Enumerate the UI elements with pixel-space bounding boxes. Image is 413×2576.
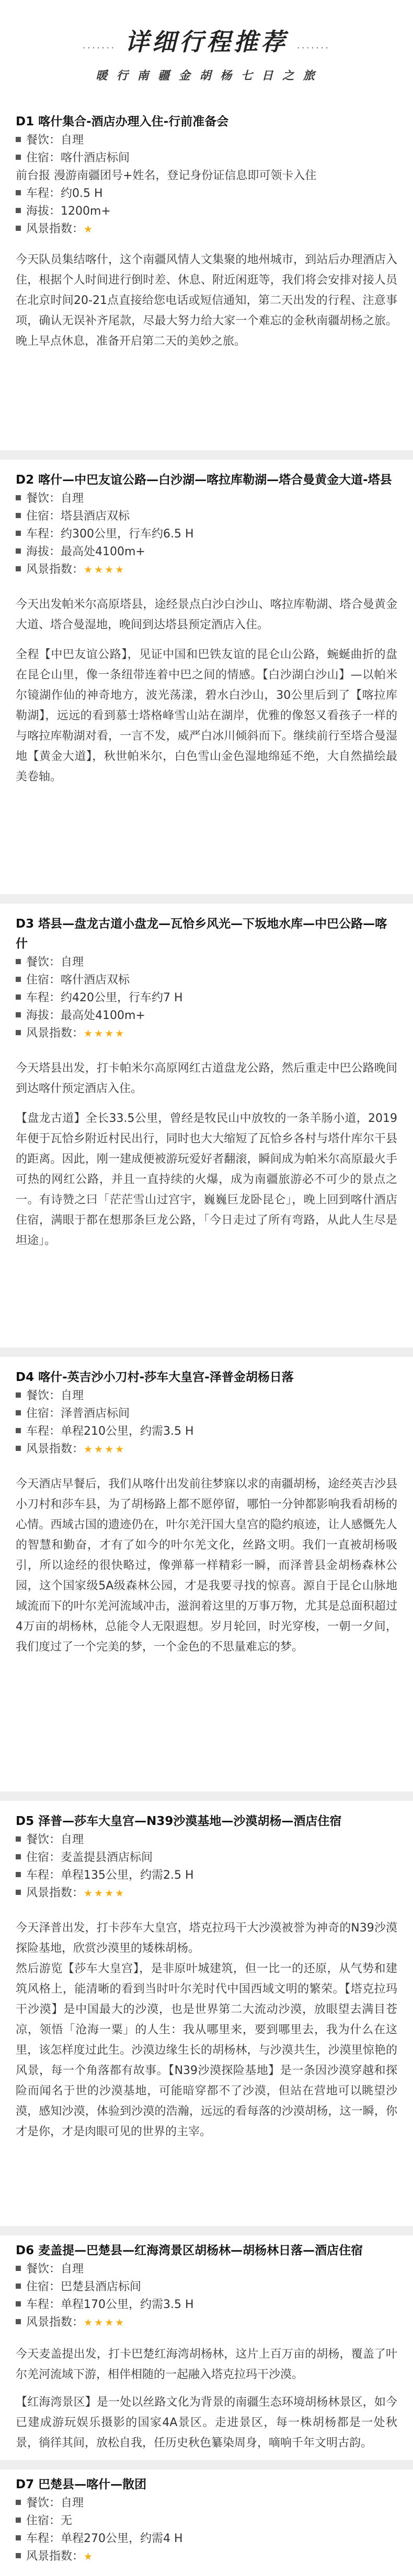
- bullet-icon: [16, 137, 21, 142]
- star-icons: ★★★★: [84, 1888, 126, 1899]
- day-4-section: [0, 1367, 413, 1657]
- bullet-icon: [16, 2553, 21, 2558]
- bullet-icon: [16, 1836, 21, 1842]
- day-title: D2 喀什—中巴友谊公路—白沙湖—喀拉库勒湖—塔合曼黄金大道-塔县: [16, 473, 392, 487]
- bullet-icon: [16, 1890, 21, 1895]
- section-divider: [0, 2460, 413, 2469]
- bullet-icon: [16, 1872, 21, 1877]
- day-description: 今天泽普出发，打卡莎车大皇宫，塔克拉玛干大沙漠被誉为神奇的N39沙漠探险基地，欣赏沙漠里的矮株胡杨。: [16, 1922, 397, 1955]
- drive-info: 车程：约420公里，行车约7 H: [16, 989, 397, 1007]
- hotel-info: 住宿：泽普酒店标间: [16, 1405, 397, 1423]
- day-description: 【红海湾景区】是一处以丝路文化为背景的南疆生态环境胡杨林景区，如今已建成游玩娱乐摄影的国家4A景区。走进景区，每一株胡杨都是一处秋景，徜徉其间，放松自我，任历史秋色纂染周身，嘀响千年文明古韵。: [16, 2396, 397, 2450]
- bullet-icon: [16, 2266, 21, 2271]
- section-divider: [0, 894, 413, 904]
- day-title: D3 塔县—盘龙古道小盘龙—瓦恰乡风光—下坂地水库—中巴公路—喀什: [16, 917, 387, 951]
- scenery-rating: 风景指数：★★★★: [16, 1441, 397, 1458]
- bullet-icon: [16, 226, 21, 231]
- bullet-icon: [16, 977, 21, 982]
- meal-info: 餐饮：自理: [16, 2261, 397, 2278]
- hotel-info: 住宿：无: [16, 2512, 397, 2530]
- hotel-info: 住宿：喀什酒店双标: [16, 971, 397, 989]
- altitude-info: 海拔：最高处4100m+: [16, 1007, 397, 1025]
- scenery-rating: 风景指数：★★★★: [16, 1025, 397, 1043]
- star-icons: ★★★★: [84, 1444, 126, 1455]
- meal-info: 餐饮：自理: [16, 2495, 397, 2512]
- title-dots-right: ·······: [297, 43, 330, 53]
- star-icons: ★: [84, 224, 95, 235]
- title-row: [0, 23, 413, 57]
- bullet-icon: [16, 1854, 21, 1859]
- bullet-icon: [16, 1410, 21, 1415]
- section-divider: [0, 1792, 413, 1801]
- day-description: 今天出发帕米尔高原塔县，途经景点白沙白沙山、喀拉库勒湖、塔合曼黄金大道、塔合曼湿地，晚间到达塔县预定酒店入住。: [16, 598, 397, 631]
- section-divider: [0, 450, 413, 460]
- scenery-rating: 风景指数：★★★★: [16, 2314, 397, 2332]
- bullet-icon: [16, 566, 21, 571]
- day-title: D1 喀什集合-酒店办理入住-行前准备会: [16, 115, 229, 128]
- hotel-info: 住宿：巴楚县酒店标间: [16, 2278, 397, 2296]
- section-divider: [0, 2226, 413, 2235]
- bullet-icon: [16, 959, 21, 964]
- hotel-info: 住宿：塔县酒店双标: [16, 508, 397, 525]
- bullet-icon: [16, 495, 21, 500]
- star-icons: ★★★★: [84, 2317, 126, 2328]
- star-icons: ★: [84, 2551, 95, 2562]
- bullet-icon: [16, 1392, 21, 1398]
- meal-info: 餐饮：自理: [16, 1387, 397, 1405]
- hotel-info: 住宿：麦盖提县酒店标间: [16, 1849, 397, 1867]
- bullet-icon: [16, 155, 21, 160]
- day-7-section: [0, 2475, 413, 2566]
- drive-info: 车程：约0.5 H: [16, 185, 397, 203]
- scenery-rating: 风景指数：★: [16, 2548, 397, 2566]
- page-title: 详细行程推荐: [125, 28, 288, 56]
- scenery-rating: 风景指数：★★★★: [16, 561, 397, 579]
- page-header: [0, 0, 413, 104]
- altitude-info: 海拔：最高处4100m+: [16, 543, 397, 561]
- drive-info: 车程：单程135公里，约需2.5 H: [16, 1867, 397, 1884]
- scenery-rating: 风景指数：★★★★: [16, 1884, 397, 1902]
- bullet-icon: [16, 208, 21, 213]
- drive-info: 车程：单程270公里，约需4 H: [16, 2530, 397, 2548]
- meal-info: 餐饮：自理: [16, 490, 397, 508]
- day-description: 今天麦盖提出发，打卡巴楚红海湾胡杨林，这片上百万亩的胡杨，覆盖了叶尔羌河流域下游，相伴相随的一起融入塔克拉玛干沙漠。: [16, 2348, 397, 2381]
- day-3-section: [0, 914, 413, 1251]
- star-icons: ★★★★: [84, 564, 126, 576]
- bullet-icon: [16, 548, 21, 554]
- bullet-icon: [16, 1012, 21, 1017]
- bullet-icon: [16, 1428, 21, 1433]
- drive-info: 车程：单程170公里，约需3.5 H: [16, 2296, 397, 2314]
- bullet-icon: [16, 2301, 21, 2306]
- hotel-info: 住宿：喀什酒店标间: [16, 149, 397, 167]
- bullet-icon: [16, 2319, 21, 2324]
- altitude-info: 海拔：1200m+: [16, 203, 397, 220]
- day-2-section: [0, 470, 413, 787]
- checkin-note: 前台报 漫游南疆团号+姓名，登记身份证信息即可领卡入住: [16, 169, 317, 182]
- bullet-icon: [16, 513, 21, 518]
- day-description: 今天酒店早餐后，我们从喀什出发前往梦寐以求的南疆胡杨，途经英吉沙县小刀村和莎车县，为了胡杨路上都不愿停留，哪怕一分钟都影响我看胡杨的心情。西域古国的遗迹仍在，叶尔羌汗国大皇宫的隐约痕迹，让人感慨先人的智慧和勤奋，才有了如今的叶尔羌文化，丝路文明。我们一直被胡杨吸引，所以途经的很快略过，像弹幕一样精彩一瞬，而泽普县金胡杨森林公园，这个国家级5A级森林公园，才是我要寻找的惊喜。源自于昆仑山脉地域流而下的叶尔羌河流域冲击，滋润着这里的万事万物，尤其是总面积超过4万亩的胡杨林，总能令人无限遐想。岁月轮回，时光穿梭，一朝一夕间，我们度过了一个完美的梦，一个金色的不思量难忘的梦。: [16, 1478, 397, 1654]
- bullet-icon: [16, 1446, 21, 1451]
- day-title: D4 喀什-英吉沙小刀村-莎车大皇宫-泽普金胡杨日落: [16, 1371, 294, 1384]
- day-description: 然后游览【莎车大皇宫】，是非原叶城建筑，但一比一的还原，从气势和建筑风格上，能清晰的看到当时叶尔羌时代中国西域文明的繁荣。【塔克拉玛干沙漠】是中国最大的沙漠，也是世界第二大流动沙漠，放眼望去满目苍凉，领悟「沧海一粟」的人生：我从哪里来，要到哪里去，我为什么在这里，该怎样度过此生。沙漠边缘生长的胡杨林，与沙漠共生，沙漠里惊艳的风景，每一个角落都有故事。【N39沙漠探险基地】是一条因沙漠穿越和探险而闻名于世的沙漠基地，可能暗穿都不了沙漠，但站在营地可以眺望沙漠，感知沙漠，体验到沙漠的浩瀚，远远的看每落的沙漠胡杨，这一瞬，你才是你，才是肉眼可见的世界的主宰。: [16, 1962, 397, 2138]
- day-1-section: [0, 112, 413, 352]
- meal-info: 餐饮：自理: [16, 1831, 397, 1849]
- bullet-icon: [16, 2284, 21, 2289]
- section-divider: [0, 1348, 413, 1357]
- page-subtitle: 暖 行 南 疆 金 胡 杨 七 日 之 旅: [96, 69, 317, 83]
- meal-info: 餐饮：自理: [16, 132, 397, 149]
- drive-info: 车程：单程210公里，约需3.5 H: [16, 1423, 397, 1441]
- day-description: 今天塔县出发，打卡帕米尔高原网红古道盘龙公路，然后重走中巴公路晚间到达喀什预定酒店入住。: [16, 1062, 397, 1095]
- bullet-icon: [16, 994, 21, 1000]
- star-icons: ★★★★: [84, 1028, 126, 1039]
- bullet-icon: [16, 1030, 21, 1035]
- day-5-section: [0, 1811, 413, 2142]
- drive-info: 车程：约300公里，行车约6.5 H: [16, 525, 397, 543]
- day-title: D6 麦盖提—巴楚县—红海湾景区胡杨林—胡杨林日落—酒店住宿: [16, 2244, 363, 2257]
- bullet-icon: [16, 2535, 21, 2540]
- title-dots-left: ·······: [83, 43, 116, 53]
- bullet-icon: [16, 2518, 21, 2523]
- day-description: 【盘龙古道】全长33.5公里，曾经是牧民山中放牧的一条羊肠小道，2019年便于瓦恰乡附近村民出行，同时也大大缩短了瓦恰乡各村与塔什库尔干县的距离。因此，刚一建成便被游玩爱好者翻滚，瞬间成为帕米尔高原最火手可热的网红公路，并且一直持续的火爆，成为南疆旅游必不可少的景点之一。有诗赞之曰「茫茫雪山过宫宇，巍巍巨龙卧昆仑」，晚上回到喀什酒店住宿，满眼于都在想那条巨龙公路，「今日走过了所有弯路，从此人生尽是坦途」。: [16, 1112, 397, 1247]
- bullet-icon: [16, 2500, 21, 2505]
- bullet-icon: [16, 190, 21, 195]
- day-title: D5 泽普—莎车大皇宫—N39沙漠基地—沙漠胡杨—酒店住宿: [16, 1814, 342, 1828]
- scenery-rating: 风景指数：★: [16, 220, 397, 238]
- meal-info: 餐饮：自理: [16, 954, 397, 971]
- day-title: D7 巴楚县—喀什—散团: [16, 2478, 147, 2491]
- day-6-section: [0, 2241, 413, 2453]
- day-description: 全程【中巴友谊公路】，见证中国和巴铁友谊的昆仑山公路，蜿蜒曲折的盘在昆仑山里，像一条纽带连着中巴之间的情感。【白沙湖白沙山】—以帕米尔镜湖作仙的神奇地方，波光荡漾，碧水白沙山，30公里后到了【喀拉库勒湖】，远远的看到慕士塔格峰雪山站在湖岸，优雅的像怒又看孩子一样的与喀拉库勒湖对看，一言不发，威严白冰川倾斜而下。继续前行至塔合曼湿地【黄金大道】，秋世帕米尔，白色雪山金色湿地绵延不绝，大自然描绘最美卷轴。: [16, 648, 397, 783]
- day-description: 今天队员集结喀什，这个南疆风情人文集聚的地州城市，到站后办理酒店入住，根据个人时间进行倒时差、休息、附近闲逛等，我们将会安排对接人员在北京时间20-21点直接给您电话或短信通知，第二天出发的行程、注意事项，确认无误补齐尾款，尽最大努力给大家一个难忘的金秋南疆胡杨之旅。晚上早点休息，准备开启第二天的美妙之旅。: [16, 253, 397, 348]
- bullet-icon: [16, 531, 21, 536]
